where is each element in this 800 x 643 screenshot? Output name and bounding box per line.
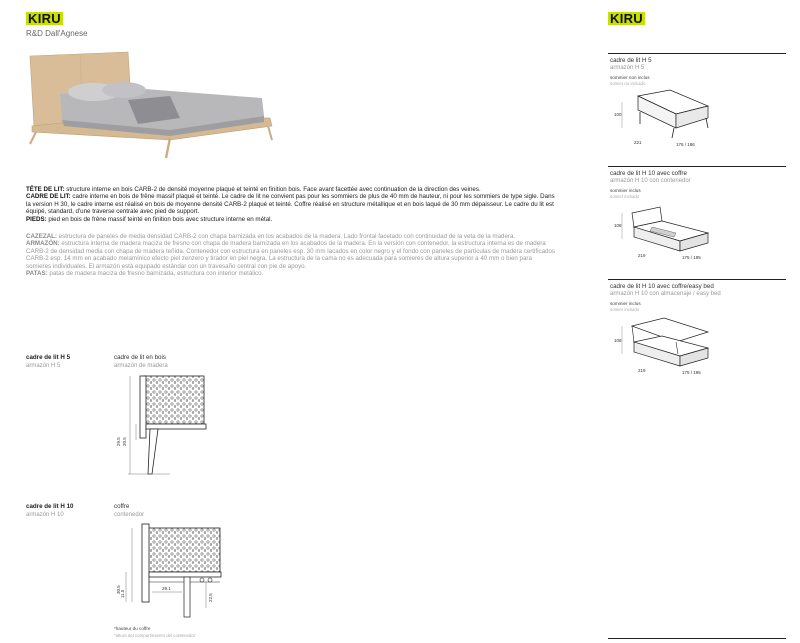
variant-2-rule — [608, 166, 786, 167]
variant-3-rule — [608, 279, 786, 280]
variant-3-drawing — [608, 314, 718, 378]
footnote-fr: *hauteur du coffre — [114, 626, 151, 631]
variant-1-subtitle: armazón H 5 — [610, 65, 645, 71]
variant-3-subtitle: armazón H 10 con almacenaje / easy bed — [610, 291, 721, 297]
variant-4-rule — [608, 638, 786, 639]
dim-h10-1: 29.1 — [162, 586, 171, 591]
variant-1-rule — [608, 53, 786, 54]
variant-2-title: cadre de lit H 10 avec coffre — [610, 170, 687, 177]
dim-h10-4: 22.5 — [208, 593, 213, 602]
variant-1-note: sommier non inclus — [610, 75, 650, 80]
section-h5-detail-title: cadre de lit en bois — [114, 354, 166, 361]
variant-1-drawing — [608, 88, 718, 152]
description-fr: TÊTE DE LIT: structure interne en bois CARB-2 de densité moyenne plaqué et teinté en finition bois. Face avant facettée avec continuation de la direction des veines. CADRE DE LIT: cadre interne en bois de frêne massif plaqué et teinté. Le cadre de lit ne convient pas pour les sommiers de plus de 40 mm de hauteur, ni pour les sommiers de type sigle. Dans la version H 30, le cadre interne est réalisé en bois de moyenne densité CARB-2 plaqué et teinté. Coffre réalisé en structure métallique et en bois laqué de 30 mm dépaisseur. Le cadre du lit est équipé, standard, d'une traverse centrale avec pied de support. PIEDS: pied en bois de frêne massif teinté en finition bois avec structure interne en métal. — [26, 186, 555, 223]
section-h5-detail-subtitle: armazón de madera — [114, 363, 168, 369]
variant-1-title: cadre de lit H 5 — [610, 57, 652, 64]
variant-3-width: 175 / 195 — [682, 370, 701, 375]
brand-title-right: KIRU — [610, 11, 643, 26]
footnote-es: *altura del compartimiento del contenedor — [114, 633, 196, 638]
section-h5-drawing — [110, 372, 210, 482]
variant-2-note: sommier inclus — [610, 188, 641, 193]
dim-h10-3: 11.5 — [120, 589, 125, 598]
variant-3-length: 219 — [638, 368, 646, 373]
section-h10-drawing — [110, 522, 225, 622]
variant-3-height: 108 — [614, 338, 622, 343]
description-es: CAZEZAL: estructura de paneles de media densidad CARB-2 con chapa barnizada en los acabados de la madera. Lado frontal facetado con continuidad de la veta de la madera. ARMAZÓN: estructura interna de madera maciza de fresno con chapa de madera barnizada en los acabados de la madera. En la versión con contenedor, la estructura interna es de madera CARB-2 de densidad media con chapa de madera teñida. Contenedor con estructura en paneles esp. 30 mm lacados en color negro y el fondo con paneles de partículas de madera certificados CARB-2 esp. 14 mm en acabado melamínico efecto piel zenzero y tirador en piel negra. La estructura de la cama no es adecuada para somieres de altura superior a 40 mm o bien para somieres individuales. El armazón está equipado estándar con un travesaño central con pie de apoyo. PATAS: patas de madera maciza de fresno barnizada, estructura con interior metálico. — [26, 233, 556, 278]
section-h10-detail-title: coffre — [114, 503, 130, 510]
variant-3-title: cadre de lit H 10 avec coffre/easy bed — [610, 283, 714, 290]
variant-3-note: sommier inclus — [610, 301, 641, 306]
variant-2-width: 175 / 195 — [682, 255, 701, 260]
dim-h5-1: 29.5 — [116, 437, 121, 446]
variant-1-width: 176 / 186 — [676, 142, 695, 147]
brand-title: KIRU — [28, 11, 61, 26]
variant-2-note-es: somier incluido — [610, 194, 640, 199]
variant-1-length: 221 — [634, 140, 642, 145]
section-h10-title: cadre de lit H 10 — [26, 503, 74, 510]
variant-1-height: 100 — [614, 112, 622, 117]
variant-2-drawing — [608, 201, 718, 265]
variant-1-note-es: somier no incluido — [610, 81, 646, 86]
section-h5-subtitle: armazón H 5 — [26, 363, 61, 369]
variant-3-note-es: somier incluido — [610, 307, 640, 312]
designer-name: R&D Dall'Agnese — [26, 29, 88, 38]
section-h10-detail-subtitle: contenedor — [114, 512, 145, 518]
dim-h10-2: 30.5 — [116, 585, 121, 594]
variant-2-height: 108 — [614, 223, 622, 228]
section-h5-title: cadre de lit H 5 — [26, 354, 71, 361]
variant-2-subtitle: armazón H 10 con contenedor — [610, 178, 691, 184]
bed-photo — [20, 48, 280, 168]
dim-h5-2: 20.5 — [122, 437, 127, 446]
variant-2-length: 219 — [638, 253, 646, 258]
section-h10-subtitle: armazón H 10 — [26, 512, 64, 518]
